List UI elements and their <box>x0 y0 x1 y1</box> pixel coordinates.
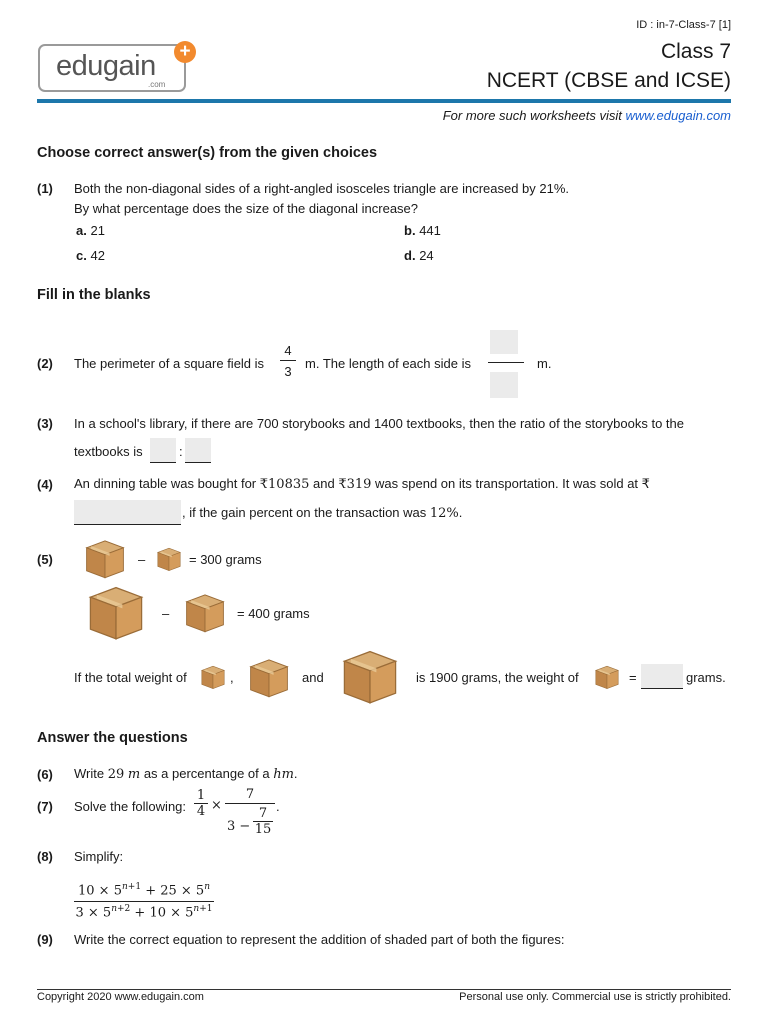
medium-box-icon <box>80 534 130 580</box>
option-a[interactable]: a. 21 <box>76 223 105 238</box>
question-5-text-b: is 1900 grams, the weight of <box>416 670 579 685</box>
option-d[interactable]: d. 24 <box>404 248 434 263</box>
period: . <box>276 799 280 814</box>
question-4-line2: , if the gain percent on the transaction was 12%. <box>182 505 463 521</box>
logo-domain: .com <box>148 80 166 89</box>
visit-note <box>443 108 731 123</box>
small-box-icon <box>198 662 228 690</box>
class-title: Class 7 <box>660 40 731 63</box>
question-1-line2: By what percentage does the size of the diagonal increase? <box>74 201 419 216</box>
question-3-line2: textbooks is <box>74 444 143 459</box>
section-heading-fill: Fill in the blanks <box>37 287 151 303</box>
footer-divider <box>37 989 731 990</box>
minus-sign: – <box>162 606 170 621</box>
plus-icon: + <box>174 41 196 63</box>
question-2-mid: m. The length of each side is <box>305 356 471 371</box>
footer-notice: Personal use only. Commercial use is strictly prohibited. <box>459 991 731 1003</box>
section-heading-answer: Answer the questions <box>37 730 188 746</box>
question-number: (6) <box>37 767 53 782</box>
ratio-blank-2[interactable] <box>185 438 211 463</box>
small-box-icon <box>592 662 622 690</box>
question-4-line1: An dinning table was bought for ₹10835 and ₹319 was spend on its transportation. It was sold at ₹ <box>74 476 650 492</box>
comma: , <box>230 670 234 685</box>
question-number: (7) <box>37 799 53 814</box>
grams-unit: grams. <box>686 670 726 685</box>
equation-1-result: = 300 grams <box>189 552 262 567</box>
ratio-blank-1[interactable] <box>150 438 176 463</box>
question-2-text: The perimeter of a square field is <box>74 356 265 371</box>
large-box-icon <box>80 578 152 642</box>
numerator-blank[interactable] <box>490 330 518 354</box>
selling-price-blank[interactable] <box>74 500 181 525</box>
simplify-expression: $10 \times 5^{n+1} + 25 \times 5^n$ $3 \times 5^{n+2} + 10 \times 5^{n+1}$ <box>75 882 213 921</box>
website-link[interactable]: www.edugain.com <box>625 108 731 123</box>
question-number: (4) <box>37 477 53 492</box>
option-b[interactable]: b. 441 <box>404 223 441 238</box>
question-number: (9) <box>37 932 53 947</box>
ratio-colon: : <box>179 444 183 459</box>
weight-answer-blank[interactable] <box>641 664 683 689</box>
question-3-line1: In a school's library, if there are 700 storybooks and 1400 textbooks, then the ratio of the storybooks to the <box>74 416 684 431</box>
question-number: (2) <box>37 356 53 371</box>
fraction-4-3: 4 3 <box>280 343 296 379</box>
board-title: NCERT (CBSE and ICSE) <box>486 69 731 92</box>
worksheet-id: ID : in-7-Class-7 [1] <box>636 19 731 31</box>
question-9-text: Write the correct equation to represent the addition of shaded part of both the figures: <box>74 932 565 947</box>
question-2-unit: m. <box>537 356 552 371</box>
question-number: (8) <box>37 849 53 864</box>
option-c[interactable]: c. 42 <box>76 248 105 263</box>
section-heading-mcq: Choose correct answer(s) from the given choices <box>37 145 378 161</box>
question-number: (3) <box>37 416 53 431</box>
large-box-icon <box>334 642 406 706</box>
medium-box-icon <box>244 653 294 699</box>
question-1-line1: Both the non-diagonal sides of a right-angled isosceles triangle are increased by 21%. <box>74 181 570 196</box>
minus-sign: – <box>138 552 146 567</box>
fraction-bar <box>488 362 524 363</box>
complex-fraction: 7 3 − 7 15 <box>225 786 275 840</box>
equals-sign: = <box>629 670 637 685</box>
logo: edugain <box>56 50 156 82</box>
question-7-text: Solve the following: <box>74 799 187 814</box>
question-number: (1) <box>37 181 53 196</box>
denominator-blank[interactable] <box>490 372 518 398</box>
equation-2-result: = 400 grams <box>237 606 310 621</box>
question-8-text: Simplify: <box>74 849 124 864</box>
visit-prefix: For more such worksheets visit <box>442 108 626 123</box>
and-word: and <box>302 670 324 685</box>
footer-copyright: Copyright 2020 www.edugain.com <box>37 991 204 1003</box>
header-divider <box>37 99 731 103</box>
question-number: (5) <box>37 552 53 567</box>
question-6-text: Write 29 m as a percentange of a hm. <box>74 766 298 782</box>
small-box-icon <box>154 544 184 572</box>
times-sign: × <box>211 798 222 813</box>
question-5-text-a: If the total weight of <box>74 670 187 685</box>
medium-box-icon <box>180 588 230 634</box>
fraction-1-4: 1 4 <box>194 788 208 820</box>
